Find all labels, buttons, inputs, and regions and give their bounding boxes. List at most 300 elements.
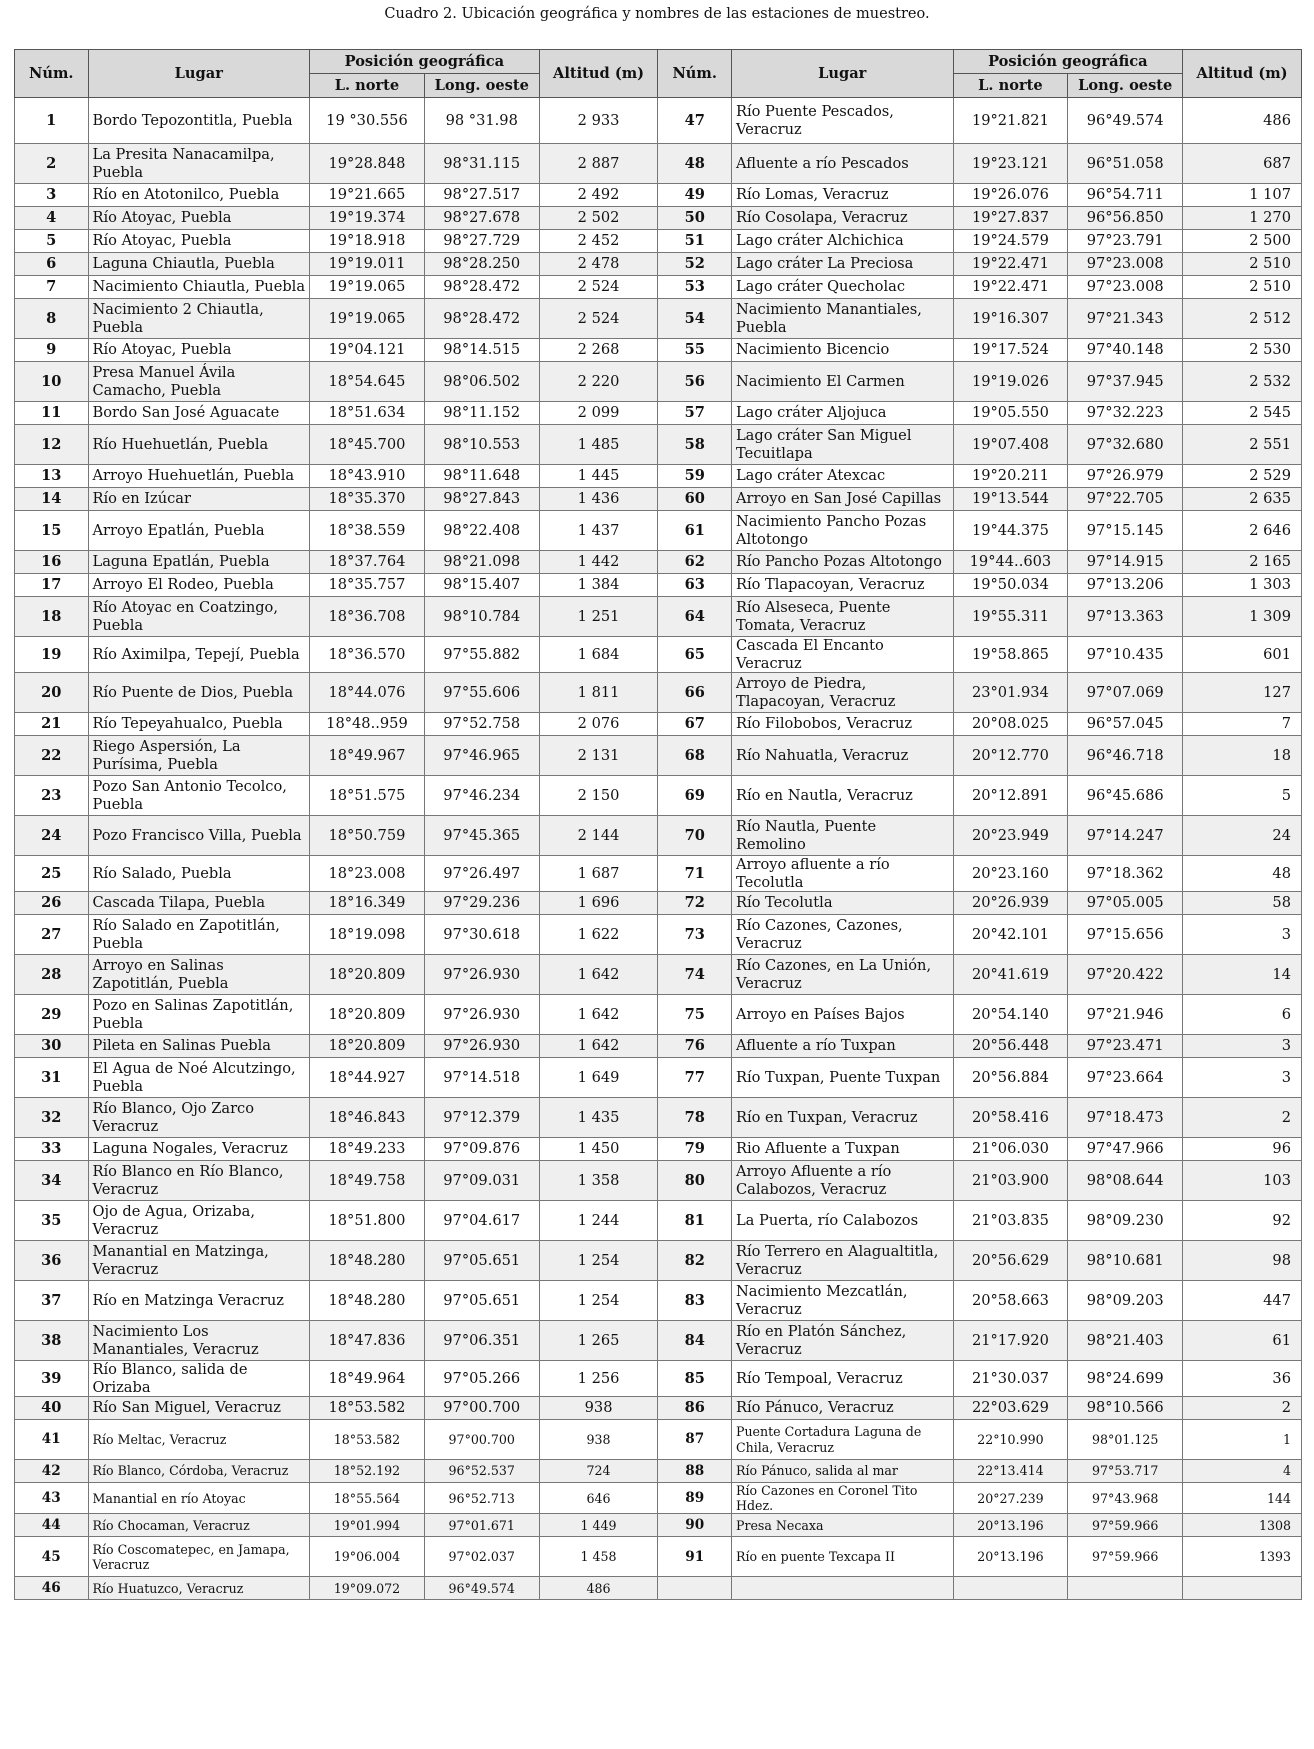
station-number: 8 [15,299,89,339]
station-lon: 98°31.115 [424,144,539,184]
station-lat: 19°24.579 [953,230,1068,253]
station-lat: 19°22.471 [953,276,1068,299]
station-lon: 96°51.058 [1068,144,1183,184]
station-lat [953,1577,1068,1600]
station-place: Río en Tuxpan, Veracruz [731,1098,953,1138]
station-lat: 18°37.764 [310,551,425,574]
station-place: Riego Aspersión, La Purísima, Puebla [88,736,310,776]
station-number: 43 [15,1483,89,1514]
station-number: 30 [15,1035,89,1058]
station-place: Pileta en Salinas Puebla [88,1035,310,1058]
station-lat: 20°27.239 [953,1483,1068,1514]
station-altitude: 1 696 [539,892,658,915]
station-altitude: 2 646 [1183,511,1302,551]
station-number: 59 [658,465,732,488]
station-lat: 21°03.900 [953,1161,1068,1201]
station-place: Río Atoyac, Puebla [88,207,310,230]
station-place: Arroyo afluente a río Tecolutla [731,856,953,892]
station-lat: 20°58.663 [953,1281,1068,1321]
station-number: 26 [15,892,89,915]
station-altitude: 2 076 [539,713,658,736]
station-altitude: 6 [1183,995,1302,1035]
station-lon: 98°27.729 [424,230,539,253]
station-lon: 97°21.343 [1068,299,1183,339]
station-lon: 97°22.705 [1068,488,1183,511]
station-lon: 97°32.223 [1068,402,1183,425]
station-altitude: 1 450 [539,1138,658,1161]
station-altitude: 687 [1183,144,1302,184]
station-place: Afluente a río Pescados [731,144,953,184]
station-altitude: 601 [1183,637,1302,673]
station-lat: 19°22.471 [953,253,1068,276]
station-number: 62 [658,551,732,574]
station-lat: 20°13.196 [953,1514,1068,1537]
station-altitude: 2 887 [539,144,658,184]
station-altitude: 92 [1183,1201,1302,1241]
station-place: Arroyo Huehuetlán, Puebla [88,465,310,488]
station-lat: 23°01.934 [953,673,1068,713]
station-altitude: 447 [1183,1281,1302,1321]
station-lon: 97°01.671 [424,1514,539,1537]
station-lat: 18°49.233 [310,1138,425,1161]
station-lat: 19°23.121 [953,144,1068,184]
station-place: Río Cazones, en La Unión, Veracruz [731,955,953,995]
station-lon: 96°56.850 [1068,207,1183,230]
station-lon: 98°28.472 [424,299,539,339]
station-place: Arroyo Epatlán, Puebla [88,511,310,551]
station-number: 68 [658,736,732,776]
station-number: 17 [15,574,89,597]
station-altitude: 1 811 [539,673,658,713]
station-lat: 19°19.065 [310,276,425,299]
station-place: Río Pancho Pozas Altotongo [731,551,953,574]
station-number: 82 [658,1241,732,1281]
station-lon: 97°12.379 [424,1098,539,1138]
station-number: 65 [658,637,732,673]
station-lon: 96°49.574 [1068,98,1183,144]
station-number: 61 [658,511,732,551]
station-lat: 20°58.416 [953,1098,1068,1138]
station-lon: 97°05.651 [424,1281,539,1321]
table-row [15,488,1302,511]
station-lon: 98°21.403 [1068,1321,1183,1361]
station-lon: 98°27.843 [424,488,539,511]
station-place: Laguna Nogales, Veracruz [88,1138,310,1161]
station-number: 67 [658,713,732,736]
station-lat: 18°36.570 [310,637,425,673]
table-row [15,1397,1302,1420]
station-lat: 18°50.759 [310,816,425,856]
header-altitud: Altitud (m) [539,50,658,98]
station-altitude: 2 131 [539,736,658,776]
station-number: 83 [658,1281,732,1321]
station-number: 3 [15,184,89,207]
station-lon: 97°09.876 [424,1138,539,1161]
station-lon: 97°18.362 [1068,856,1183,892]
station-place: Río en Izúcar [88,488,310,511]
station-number: 7 [15,276,89,299]
station-place: Río Blanco en Río Blanco, Veracruz [88,1161,310,1201]
station-number: 86 [658,1397,732,1420]
table-row [15,1035,1302,1058]
station-lon: 97°59.966 [1068,1537,1183,1577]
station-place: Río Tecolutla [731,892,953,915]
station-altitude: 1 303 [1183,574,1302,597]
station-lon: 97°59.966 [1068,1514,1183,1537]
station-lat: 18°49.967 [310,736,425,776]
station-place: Arroyo de Piedra, Tlapacoyan, Veracruz [731,673,953,713]
station-place: Nacimiento Bicencio [731,339,953,362]
table-row [15,276,1302,299]
station-place [731,1577,953,1600]
station-place: Lago cráter Quecholac [731,276,953,299]
station-number: 69 [658,776,732,816]
table-row [15,597,1302,637]
station-number: 24 [15,816,89,856]
station-place: Río en Matzinga Veracruz [88,1281,310,1321]
station-place: Lago cráter San Miguel Tecuitlapa [731,425,953,465]
station-number: 56 [658,362,732,402]
station-lat: 18°43.910 [310,465,425,488]
station-lon: 97°23.471 [1068,1035,1183,1058]
station-lat: 20°12.770 [953,736,1068,776]
station-lon: 98°09.230 [1068,1201,1183,1241]
station-altitude: 1 642 [539,1035,658,1058]
station-lon: 97°13.206 [1068,574,1183,597]
station-number: 39 [15,1361,89,1397]
station-place: La Presita Nanacamilpa, Puebla [88,144,310,184]
station-place: Río Chocaman, Veracruz [88,1514,310,1537]
table-row [15,713,1302,736]
station-lon: 98°11.648 [424,465,539,488]
station-number: 35 [15,1201,89,1241]
station-altitude: 2 [1183,1397,1302,1420]
station-number: 23 [15,776,89,816]
station-altitude: 1 384 [539,574,658,597]
station-lat: 19°55.311 [953,597,1068,637]
station-altitude: 1 309 [1183,597,1302,637]
station-altitude: 1 [1183,1420,1302,1460]
station-number: 46 [15,1577,89,1600]
header-lon: Long. oeste [1068,74,1183,98]
station-altitude: 1 435 [539,1098,658,1138]
station-place: Río Cazones, Cazones, Veracruz [731,915,953,955]
station-place: Río Atoyac, Puebla [88,339,310,362]
station-number: 71 [658,856,732,892]
station-lat: 18°45.700 [310,425,425,465]
station-place: Lago cráter Aljojuca [731,402,953,425]
station-lon: 98°28.250 [424,253,539,276]
table-row [15,339,1302,362]
station-number: 75 [658,995,732,1035]
station-altitude: 1 649 [539,1058,658,1098]
table-row [15,299,1302,339]
station-number: 36 [15,1241,89,1281]
station-place: Río San Miguel, Veracruz [88,1397,310,1420]
station-altitude [1183,1577,1302,1600]
table-row [15,1537,1302,1577]
station-number: 63 [658,574,732,597]
station-lat: 20°23.160 [953,856,1068,892]
table-row [15,736,1302,776]
station-lat: 18°47.836 [310,1321,425,1361]
station-number: 2 [15,144,89,184]
station-lat: 19 °30.556 [310,98,425,144]
station-altitude: 1 687 [539,856,658,892]
station-lat: 19°19.374 [310,207,425,230]
station-number: 44 [15,1514,89,1537]
station-lat: 18°48.280 [310,1281,425,1321]
station-lon [1068,1577,1183,1600]
station-lon: 98°15.407 [424,574,539,597]
station-lon: 96°45.686 [1068,776,1183,816]
station-lat: 18°52.192 [310,1460,425,1483]
station-lat: 20°54.140 [953,995,1068,1035]
station-lat: 19°09.072 [310,1577,425,1600]
station-number: 25 [15,856,89,892]
station-lon: 97°15.656 [1068,915,1183,955]
station-altitude: 2 524 [539,276,658,299]
station-number: 74 [658,955,732,995]
station-lon: 97°00.700 [424,1397,539,1420]
station-lon: 98°10.784 [424,597,539,637]
station-place: El Agua de Noé Alcutzingo, Puebla [88,1058,310,1098]
station-altitude: 2 933 [539,98,658,144]
station-place: Río en puente Texcapa II [731,1537,953,1577]
station-lon: 97°05.005 [1068,892,1183,915]
station-altitude: 2 165 [1183,551,1302,574]
station-lon: 97°14.247 [1068,816,1183,856]
station-altitude: 2 099 [539,402,658,425]
station-altitude: 3 [1183,1035,1302,1058]
station-altitude: 1 254 [539,1281,658,1321]
station-altitude: 938 [539,1420,658,1460]
station-lat: 20°41.619 [953,955,1068,995]
station-altitude: 938 [539,1397,658,1420]
station-lon: 98°11.152 [424,402,539,425]
station-lat: 20°56.884 [953,1058,1068,1098]
table-row [15,1483,1302,1514]
station-number: 5 [15,230,89,253]
table-row [15,1514,1302,1537]
table-body [15,98,1302,1600]
station-altitude: 1 642 [539,995,658,1035]
station-lon: 97°02.037 [424,1537,539,1577]
station-altitude: 96 [1183,1138,1302,1161]
station-place: Arroyo El Rodeo, Puebla [88,574,310,597]
station-number: 49 [658,184,732,207]
station-altitude: 1 270 [1183,207,1302,230]
station-number: 4 [15,207,89,230]
table-row [15,1138,1302,1161]
table-row [15,1281,1302,1321]
station-place: Río Meltac, Veracruz [88,1420,310,1460]
station-lat: 19°26.076 [953,184,1068,207]
station-place: Afluente a río Tuxpan [731,1035,953,1058]
station-lat: 18°51.634 [310,402,425,425]
table-row [15,425,1302,465]
station-lat: 18°16.349 [310,892,425,915]
station-lon: 97°26.930 [424,995,539,1035]
station-lat: 21°17.920 [953,1321,1068,1361]
station-lon: 97°23.008 [1068,253,1183,276]
station-lat: 19°19.065 [310,299,425,339]
station-place: Río Salado en Zapotitlán, Puebla [88,915,310,955]
station-place: Rio Afluente a Tuxpan [731,1138,953,1161]
station-number: 76 [658,1035,732,1058]
station-number: 42 [15,1460,89,1483]
table-row [15,402,1302,425]
station-altitude: 36 [1183,1361,1302,1397]
station-lat: 20°13.196 [953,1537,1068,1577]
station-place: Arroyo en Salinas Zapotitlán, Puebla [88,955,310,995]
station-lon: 97°26.497 [424,856,539,892]
station-lon: 96°52.713 [424,1483,539,1514]
station-number: 15 [15,511,89,551]
station-lon: 98°09.203 [1068,1281,1183,1321]
station-altitude: 2 [1183,1098,1302,1138]
station-number: 84 [658,1321,732,1361]
header-num: Núm. [658,50,732,98]
station-lat: 19°06.004 [310,1537,425,1577]
station-number: 55 [658,339,732,362]
station-number: 78 [658,1098,732,1138]
table-row [15,253,1302,276]
station-lon: 98°14.515 [424,339,539,362]
station-lon: 97°26.979 [1068,465,1183,488]
station-place: Puente Cortadura Laguna de Chila, Veracruz [731,1420,953,1460]
station-lon: 96°57.045 [1068,713,1183,736]
station-lat: 18°54.645 [310,362,425,402]
station-place: Laguna Chiautla, Puebla [88,253,310,276]
station-place: Río Cosolapa, Veracruz [731,207,953,230]
station-lat: 18°23.008 [310,856,425,892]
station-number: 41 [15,1420,89,1460]
station-place: Nacimiento El Carmen [731,362,953,402]
station-lat: 19°27.837 [953,207,1068,230]
station-altitude: 2 524 [539,299,658,339]
station-lon: 97°23.008 [1068,276,1183,299]
station-place: Arroyo Afluente a río Calabozos, Veracruz [731,1161,953,1201]
station-lon: 97°52.758 [424,713,539,736]
station-lon: 97°21.946 [1068,995,1183,1035]
station-lon: 98°10.553 [424,425,539,465]
station-number: 47 [658,98,732,144]
station-lat: 18°35.370 [310,488,425,511]
table-row [15,1460,1302,1483]
station-number [658,1577,732,1600]
station-place: Nacimiento Mezcatlán, Veracruz [731,1281,953,1321]
station-lon: 97°09.031 [424,1161,539,1201]
station-lat: 19°28.848 [310,144,425,184]
station-altitude: 1 358 [539,1161,658,1201]
station-lat: 22°10.990 [953,1420,1068,1460]
station-place: Lago cráter Alchichica [731,230,953,253]
station-altitude: 5 [1183,776,1302,816]
station-place: Río Pánuco, Veracruz [731,1397,953,1420]
station-lon: 97°55.882 [424,637,539,673]
station-place: Presa Manuel Ávila Camacho, Puebla [88,362,310,402]
table-row [15,856,1302,892]
station-place: Río Tempoal, Veracruz [731,1361,953,1397]
station-number: 53 [658,276,732,299]
station-altitude: 14 [1183,955,1302,995]
table-row [15,673,1302,713]
station-place: Cascada El Encanto Veracruz [731,637,953,673]
table-row [15,995,1302,1035]
station-lon: 98°22.408 [424,511,539,551]
station-place: Río Nautla, Puente Remolino [731,816,953,856]
station-number: 66 [658,673,732,713]
station-altitude: 2 512 [1183,299,1302,339]
station-altitude: 1 442 [539,551,658,574]
table-row [15,184,1302,207]
header-lat: L. norte [953,74,1068,98]
station-lat: 18°51.575 [310,776,425,816]
station-altitude: 2 220 [539,362,658,402]
station-lon: 98 °31.98 [424,98,539,144]
station-place: Río Aximilpa, Tepejí, Puebla [88,637,310,673]
header-lat: L. norte [310,74,425,98]
station-number: 38 [15,1321,89,1361]
station-lon: 97°14.518 [424,1058,539,1098]
station-lat: 18°44.927 [310,1058,425,1098]
station-lat: 22°03.629 [953,1397,1068,1420]
station-lat: 18°51.800 [310,1201,425,1241]
station-number: 9 [15,339,89,362]
station-place: Pozo San Antonio Tecolco, Puebla [88,776,310,816]
station-altitude: 2 635 [1183,488,1302,511]
table-row [15,776,1302,816]
station-altitude: 2 551 [1183,425,1302,465]
station-lat: 18°19.098 [310,915,425,955]
station-altitude: 2 150 [539,776,658,816]
station-altitude: 1 107 [1183,184,1302,207]
station-lon: 97°13.363 [1068,597,1183,637]
station-altitude: 724 [539,1460,658,1483]
station-number: 11 [15,402,89,425]
station-altitude: 4 [1183,1460,1302,1483]
station-altitude: 1 642 [539,955,658,995]
station-lon: 98°24.699 [1068,1361,1183,1397]
station-altitude: 1 251 [539,597,658,637]
station-altitude: 1 254 [539,1241,658,1281]
station-altitude: 1 244 [539,1201,658,1241]
station-lon: 98°27.517 [424,184,539,207]
station-number: 1 [15,98,89,144]
station-altitude: 144 [1183,1483,1302,1514]
station-lat: 18°36.708 [310,597,425,637]
table-row [15,465,1302,488]
station-place: Río Coscomatepec, en Jamapa, Veracruz [88,1537,310,1577]
station-altitude: 61 [1183,1321,1302,1361]
station-lon: 98°01.125 [1068,1420,1183,1460]
station-altitude: 48 [1183,856,1302,892]
station-altitude: 1308 [1183,1514,1302,1537]
station-place: Bordo San José Aguacate [88,402,310,425]
station-number: 34 [15,1161,89,1201]
station-number: 85 [658,1361,732,1397]
station-number: 37 [15,1281,89,1321]
station-altitude: 1 622 [539,915,658,955]
station-number: 50 [658,207,732,230]
station-place: Río en Nautla, Veracruz [731,776,953,816]
station-number: 28 [15,955,89,995]
table-row [15,1241,1302,1281]
station-place: Río Blanco, salida de Orizaba [88,1361,310,1397]
station-number: 64 [658,597,732,637]
station-place: Arroyo en San José Capillas [731,488,953,511]
